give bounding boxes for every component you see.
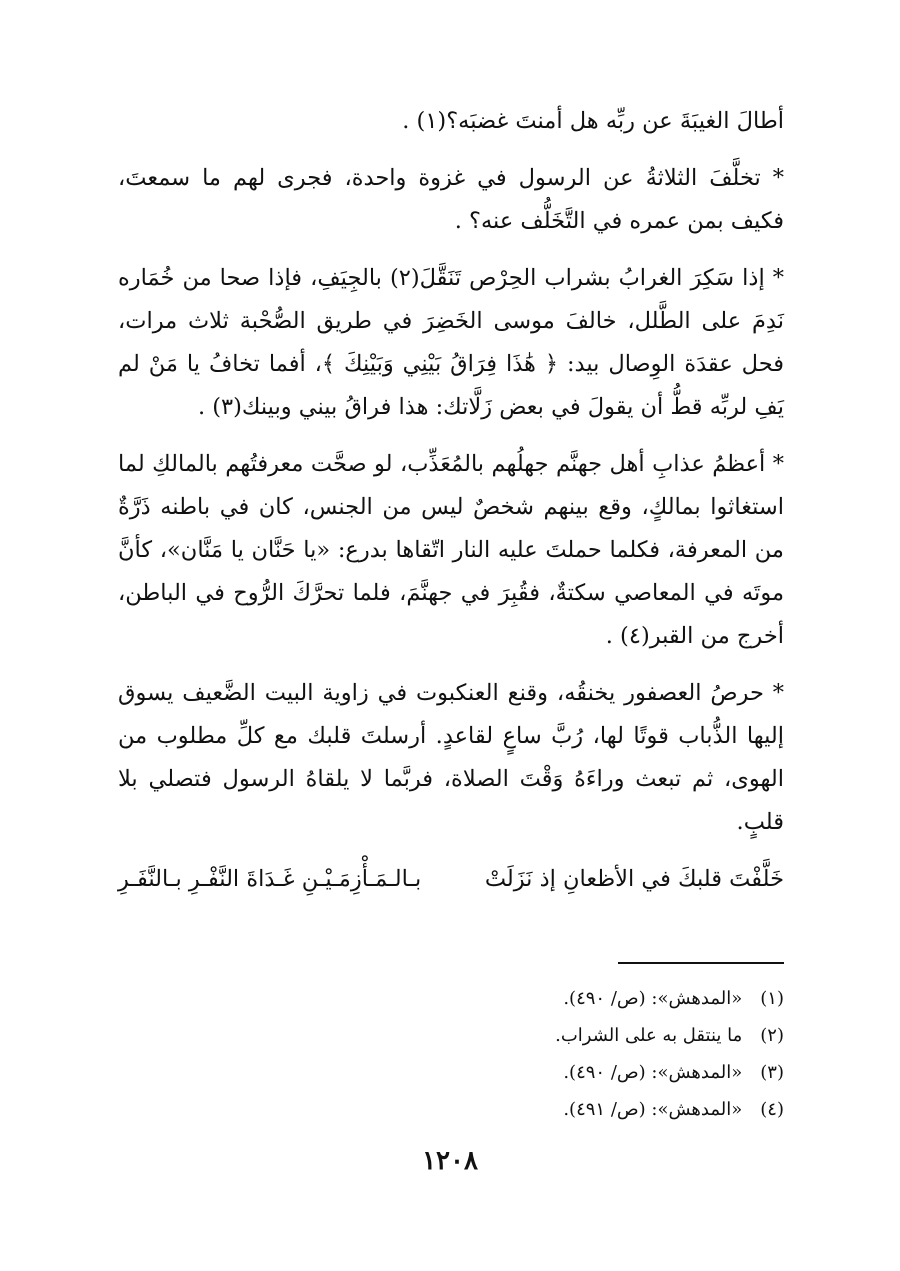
footnote-divider [618, 962, 784, 964]
footnote-text: «المدهش»: (ص/ ٤٩٠). [563, 988, 743, 1009]
footnote-number: (١) [760, 988, 784, 1009]
footnotes-list [118, 980, 784, 1128]
footnote-text: «المدهش»: (ص/ ٤٩٠). [563, 1062, 743, 1083]
footnote-number: (٣) [760, 1062, 784, 1083]
footnote-number: (٢) [760, 1025, 784, 1046]
footnote-item [118, 1054, 784, 1091]
paragraph-3: * إذا سَكِرَ الغرابُ بشراب الحِرْص تَنَقَّلَ(٢) بالجِيَفِ، فإذا صحا من خُمَاره نَدِمَ على الطَّلل، خالفَ موسى الخَضِرَ في طريق الصُّحْبة ثلاث مرات، فحل عقدَة الوِصال بيد: ﴿ هَٰذَا فِرَاقُ بَيْنِي وَبَيْنِكَ ﴾، أفما تخافُ يا مَنْ لم يَفِ لربِّه قطُّ أن يقولَ في بعض زَلَّاتك: هذا فراقُ بيني وبينك(٣) . [118, 265, 784, 420]
footnote-item [118, 980, 784, 1017]
footnote-item [118, 1091, 784, 1128]
footnote-text: «المدهش»: (ص/ ٤٩١). [563, 1099, 743, 1120]
paragraph-5: * حرصُ العصفور يخنقُه، وقنع العنكبوت في زاوية البيت الضَّعيف يسوق إليها الذُّباب قوتًا لها، رُبَّ ساعٍ لقاعدٍ. أرسلتَ قلبك مع كلِّ مطلوب من الهوى، ثم تبعث وراءَهُ وَقْتَ الصلاة، فربَّما لا يلقاهُ الرسول فتصلي بلا قلبٍ. [118, 680, 784, 835]
paragraph-1: أطالَ الغيبَةَ عن ربِّه هل أمنتَ غضبَه؟(١) . [402, 108, 784, 134]
verse-second-hemistich: بـالـمَـأْزِمَـيْـنِ غَـدَاةَ النَّفْـرِ بـالنَّفَـرِ [118, 866, 422, 892]
main-text [118, 100, 784, 901]
footnote-number: (٤) [760, 1099, 784, 1120]
poetry-verse [118, 858, 784, 901]
page-number: ١٢٠٨ [422, 1146, 478, 1176]
footnote-item [118, 1017, 784, 1054]
footnote-text: ما ينتقل به على الشراب. [555, 1025, 743, 1046]
paragraph-2: * تخلَّفَ الثلاثةُ عن الرسول في غزوة واحدة، فجرى لهم ما سمعتَ، فكيف بمن عمره في التَّخَلُّف عنه؟ . [118, 165, 784, 234]
paragraph-4: * أعظمُ عذابِ أهل جهنَّم جهلُهم بالمُعَذِّب، لو صحَّت معرفتُهم بالمالكِ لما استغاثوا بمالكٍ، وقع بينهم شخصٌ ليس من الجنس، كان في باطنه ذَرَّةٌ من المعرفة، فكلما حملتَ عليه النار اتّقاها بدرع: «يا حَنَّان يا مَنَّان»، كأنَّ موتَه في المعاصي سكتةٌ، فقُبِرَ في جهنَّمَ، فلما تحرَّكَ الرُّوح في الباطن، أخرج من القبر(٤) . [118, 451, 784, 649]
verse-first-hemistich: خَلَّفْتَ قلبكَ في الأظعانِ إذ نَزَلَتْ [484, 866, 784, 892]
